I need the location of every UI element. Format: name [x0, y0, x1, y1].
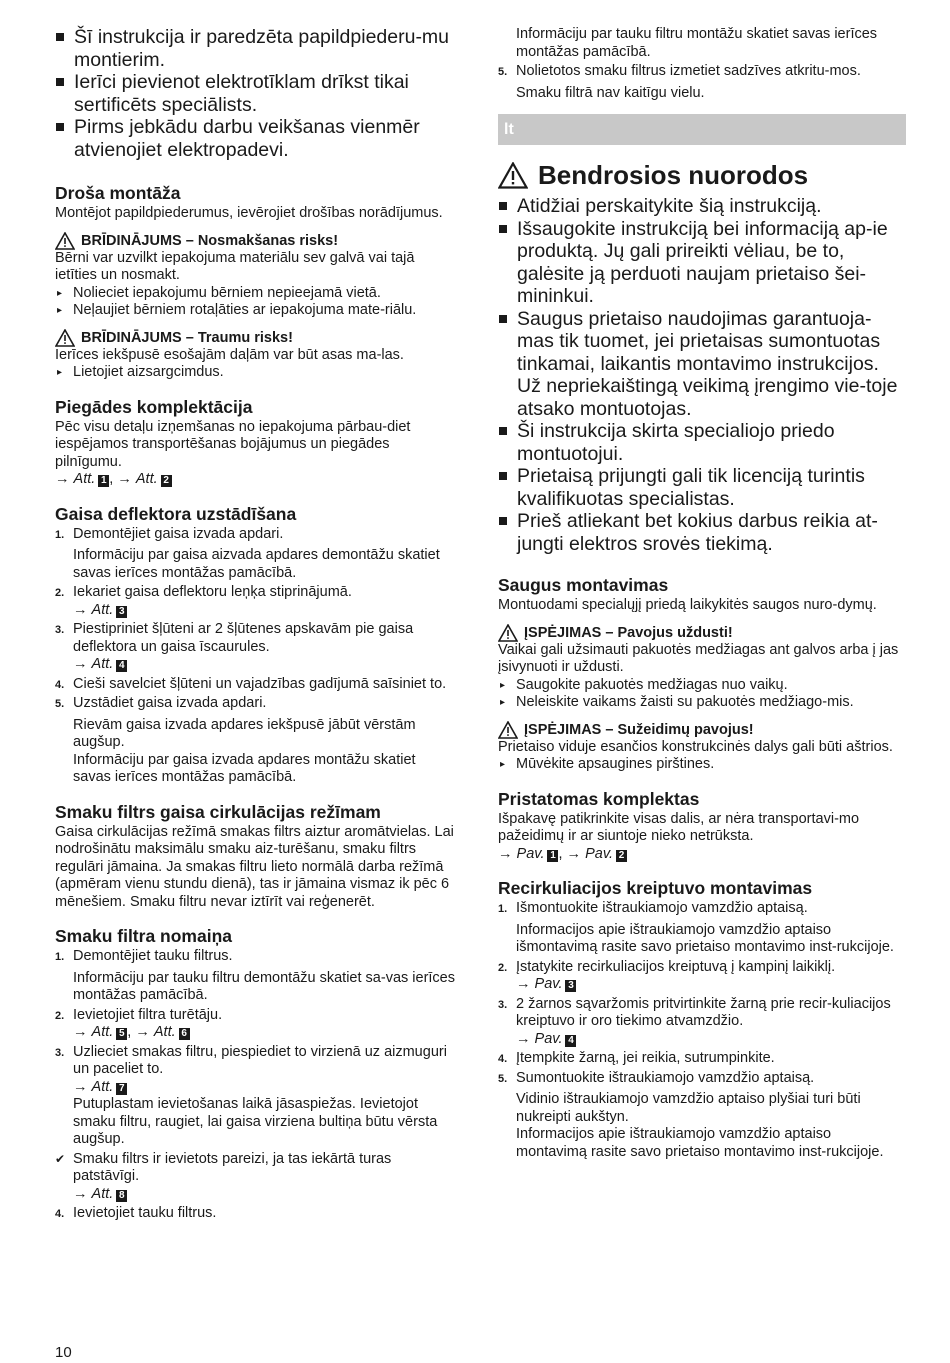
list-item: ▸ Lietojiet aizsargcimdus.: [55, 364, 455, 382]
list-item: Atidžiai perskaitykite šią instrukciją.: [498, 195, 906, 218]
paragraph: Montuodami specialųjį priedą laikykitės saugos nuro-dymų.: [498, 597, 877, 613]
step-item: 1. Išmontuokite ištraukiamojo vamzdžio aptaisą. Informacijos apie ištraukiamojo vamzdžio aptaiso išmontavimą rasite savo prietaiso montavimo inst-rukcijoje.: [498, 900, 894, 955]
step-list: [55, 526, 455, 787]
warning-triangle-icon: [55, 232, 75, 250]
title-text: Bendrosios nuorodos: [538, 160, 809, 190]
paragraph: Pēc visu detaļu izņemšanas no iepakojuma pārbau-diet iespējamos transportēšanas bojājumus un piegādes pilnīgumu.: [55, 418, 411, 470]
step-item: 3. Uzlieciet smakas filtru, piespiediet to virzienā uz aizmuguri un paceliet to. → Att. 7 Putuplastam ievietošanas laikā jāsaspiežas. Ievietojot smaku filtru, raugiet, lai gaisa virziena bultiņa būtu vērsta augšup.: [55, 1043, 447, 1147]
list-item: Pirms jebkādu darbu veikšanas vienmēr atvienojiet elektropadevi.: [55, 116, 455, 161]
page-title: [498, 159, 906, 191]
warning-list: [498, 756, 906, 774]
section-heading: Gaisa deflektora uzstādīšana: [55, 503, 297, 524]
paragraph: Prietaiso viduje esančios konstrukcinės dalys gali būti aštrios.: [498, 738, 893, 755]
section-heading: Droša montāža: [55, 183, 181, 203]
paragraph: Bērni var uzvilkt iepakojuma materiālu sev galvā vai tajā ietīties un nosmakt.: [55, 249, 415, 283]
warning-heading: [498, 721, 906, 739]
warning-list: [55, 285, 455, 320]
list-item: Prieš atliekant bet kokius darbus reikia at-jungti elektros srovės tiekimą.: [498, 510, 906, 555]
step-list: [498, 900, 906, 1161]
language-bar: lt: [498, 114, 906, 145]
step-item: 4. Cieši savelciet šļūteni un vajadzības gadījumā saīsiniet to.: [55, 675, 447, 692]
left-column: [55, 26, 455, 1223]
step-item: 1. Demontējiet gaisa izvada apdari. Informāciju par gaisa aizvada apdares demontāžu skatiet savas ierīces montāžas pamācībā.: [55, 525, 440, 581]
step-item: 5. Sumontuokite ištraukiamojo vamzdžio aptaisą. Vidinio ištraukiamojo vamzdžio aptaiso plyšiai turi būti nukreipti aukštyn. Informacijos apie ištraukiamojo vamzdžio aptaiso montavimą rasite savo prietaiso montavimo inst-rukcijoje.: [498, 1069, 884, 1160]
step-item: 2. Iekariet gaisa deflektoru leņķa stiprinājumā. → Att. 3: [55, 584, 352, 618]
warning-triangle-icon: [498, 721, 518, 739]
step-item: 3. 2 žarnos sąvaržomis pritvirtinkite žarną prie recir-kuliacijos kreiptuvo ir oro tiekimo atvamzdžio. → Pav. 4: [498, 995, 891, 1047]
paragraph: Išpakavę patikrinkite visas dalis, ar nėra transportavi-mo pažeidimų ir ar siuntoje nieko netrūksta.: [498, 810, 860, 844]
warning-title: BRĪDINĀJUMS – Nosmakšanas risks!: [81, 232, 339, 249]
step-item: 2. Įstatykite recirkuliacijos kreiptuvą į kampinį laikiklį. → Pav. 3: [498, 958, 836, 992]
section-heading: Saugus montavimas: [498, 575, 669, 595]
warning-list: [55, 364, 455, 382]
warning-heading: [498, 624, 906, 642]
warning-title: ĮSPĖJIMAS – Sužeidimų pavojus!: [524, 721, 754, 738]
warning-heading: [55, 232, 455, 250]
list-item: Saugus prietaiso naudojimas garantuoja-mas tik tuomet, jei prietaisas sumontuotas tinkamai, laikantis montavimo instrukcijos. Už nepriekaištingą veikimą įrengimo vie-toje atsako montuotojas.: [498, 308, 906, 421]
list-item: Ierīci pievienot elektrotīklam drīkst tikai sertificēts speciālists.: [55, 71, 455, 116]
paragraph: Informāciju par tauku filtru montāžu skatiet savas ierīces montāžas pamācībā.: [516, 26, 878, 60]
paragraph: Vaikai gali užsimauti pakuotės medžiagas ant galvos arba į jas įsivynuoti ir uždusti.: [498, 641, 899, 675]
general-bullet-list: [498, 195, 906, 555]
step-list: [498, 63, 906, 102]
list-item: ▸ Neļaujiet bērniem rotaļāties ar iepakojuma mate-riālu.: [55, 302, 455, 320]
step-item: 1. Demontējiet tauku filtrus. Informāciju par tauku filtru demontāžu skatiet sa-vas ierīces montāžas pamācībā.: [55, 948, 455, 1003]
list-item: ▸ Nolieciet iepakojumu bērniem nepieejamā vietā.: [55, 285, 455, 303]
section-heading: Smaku filtra nomaiņa: [55, 926, 232, 946]
figure-reference: → Att. 1 , → Att. 2: [55, 471, 455, 489]
section-heading: Smaku filtrs gaisa cirkulācijas režīmam: [55, 801, 381, 822]
section-heading: Pristatomas komplektas: [498, 788, 700, 809]
list-item: Šī instrukcija ir paredzēta papildpiederu-mu montierim.: [55, 26, 455, 71]
page-number: 10: [55, 1344, 72, 1361]
list-item: Ši instrukcija skirta specialiojo priedo montuotojui.: [498, 420, 906, 465]
step-item: 5. Uzstādiet gaisa izvada apdari. Rievām gaisa izvada apdares iekšpusē jābūt vērstām augšup. Informāciju par gaisa izvada apdares montāžu skatiet savas ierīces montāžas pamācībā.: [55, 695, 416, 785]
check-item: ✔ Smaku filtrs ir ievietots pareizi, ja tas iekārtā turas patstāvīgi. → Att. 8: [55, 1150, 392, 1202]
step-item: 4. Ievietojiet tauku filtrus.: [55, 1205, 217, 1221]
step-item: 4. Įtempkite žarną, jei reikia, sutrumpinkite.: [498, 1050, 775, 1066]
paragraph: Montējot papildpiederumus, ievērojiet drošības norādījumus.: [55, 205, 443, 221]
right-column: [498, 26, 906, 1161]
warning-triangle-icon: [55, 329, 75, 347]
list-item: ▸ Mūvėkite apsaugines pirštines.: [498, 756, 906, 774]
step-item: 5. Nolietotos smaku filtrus izmetiet sadzīves atkritu-mos. Smaku filtrā nav kaitīgu vielu.: [498, 63, 861, 101]
warning-title: ĮSPĖJIMAS – Pavojus uždusti!: [524, 624, 733, 641]
step-item: 3. Piestipriniet šļūteni ar 2 šļūtenes apskavām pie gaisa deflektora un gaisa īscaurules. → Att. 4: [55, 621, 414, 672]
section-heading: Recirkuliacijos kreiptuvo montavimas: [498, 878, 813, 898]
intro-bullet-list: [55, 26, 455, 161]
list-item: Išsaugokite instrukciją bei informaciją ap-ie produktą. Jų gali prireikti vėliau, be to, galėsite ją perduoti naujam prietaiso šei-mininkui.: [498, 218, 906, 308]
paragraph: Ierīces iekšpusē esošajām daļām var būt asas ma-las.: [55, 346, 404, 363]
list-item: Prietaisą prijungti gali tik licenciją turintis kvalifikuotas specialistas.: [498, 465, 906, 510]
paragraph: Gaisa cirkulācijas režīmā smakas filtrs aiztur aromātvielas. Lai nodrošinātu maksimālu smaku aiz-turēšanu, smaku filtrs regulāri jāmaina. Ja smakas filtru lieto normālā darba režīmā (apmēram vienu stundu dienā), tas ir jāmaina vismaz ik pēc 6 mēnešiem. Smaku filtru nevar iztīrīt vai reģenerēt.: [55, 823, 454, 910]
warning-triangle-icon: [498, 162, 528, 189]
step-list: [55, 948, 455, 1223]
warning-list: [498, 677, 906, 712]
warning-title: BRĪDINĀJUMS – Traumu risks!: [81, 329, 293, 346]
warning-heading: [55, 329, 455, 347]
list-item: ▸ Neleiskite vaikams žaisti su pakuotės medžiago-mis.: [498, 694, 906, 712]
figure-reference: → Pav. 1 , → Pav. 2: [498, 846, 906, 864]
checkmark-icon: ✔: [55, 1151, 66, 1166]
step-item: 2. Ievietojiet filtra turētāju. → Att. 5 , → Att. 6: [55, 1006, 223, 1040]
list-item: ▸ Saugokite pakuotės medžiagas nuo vaikų.: [498, 677, 906, 695]
section-heading: Piegādes komplektācija: [55, 396, 253, 417]
warning-triangle-icon: [498, 624, 518, 642]
